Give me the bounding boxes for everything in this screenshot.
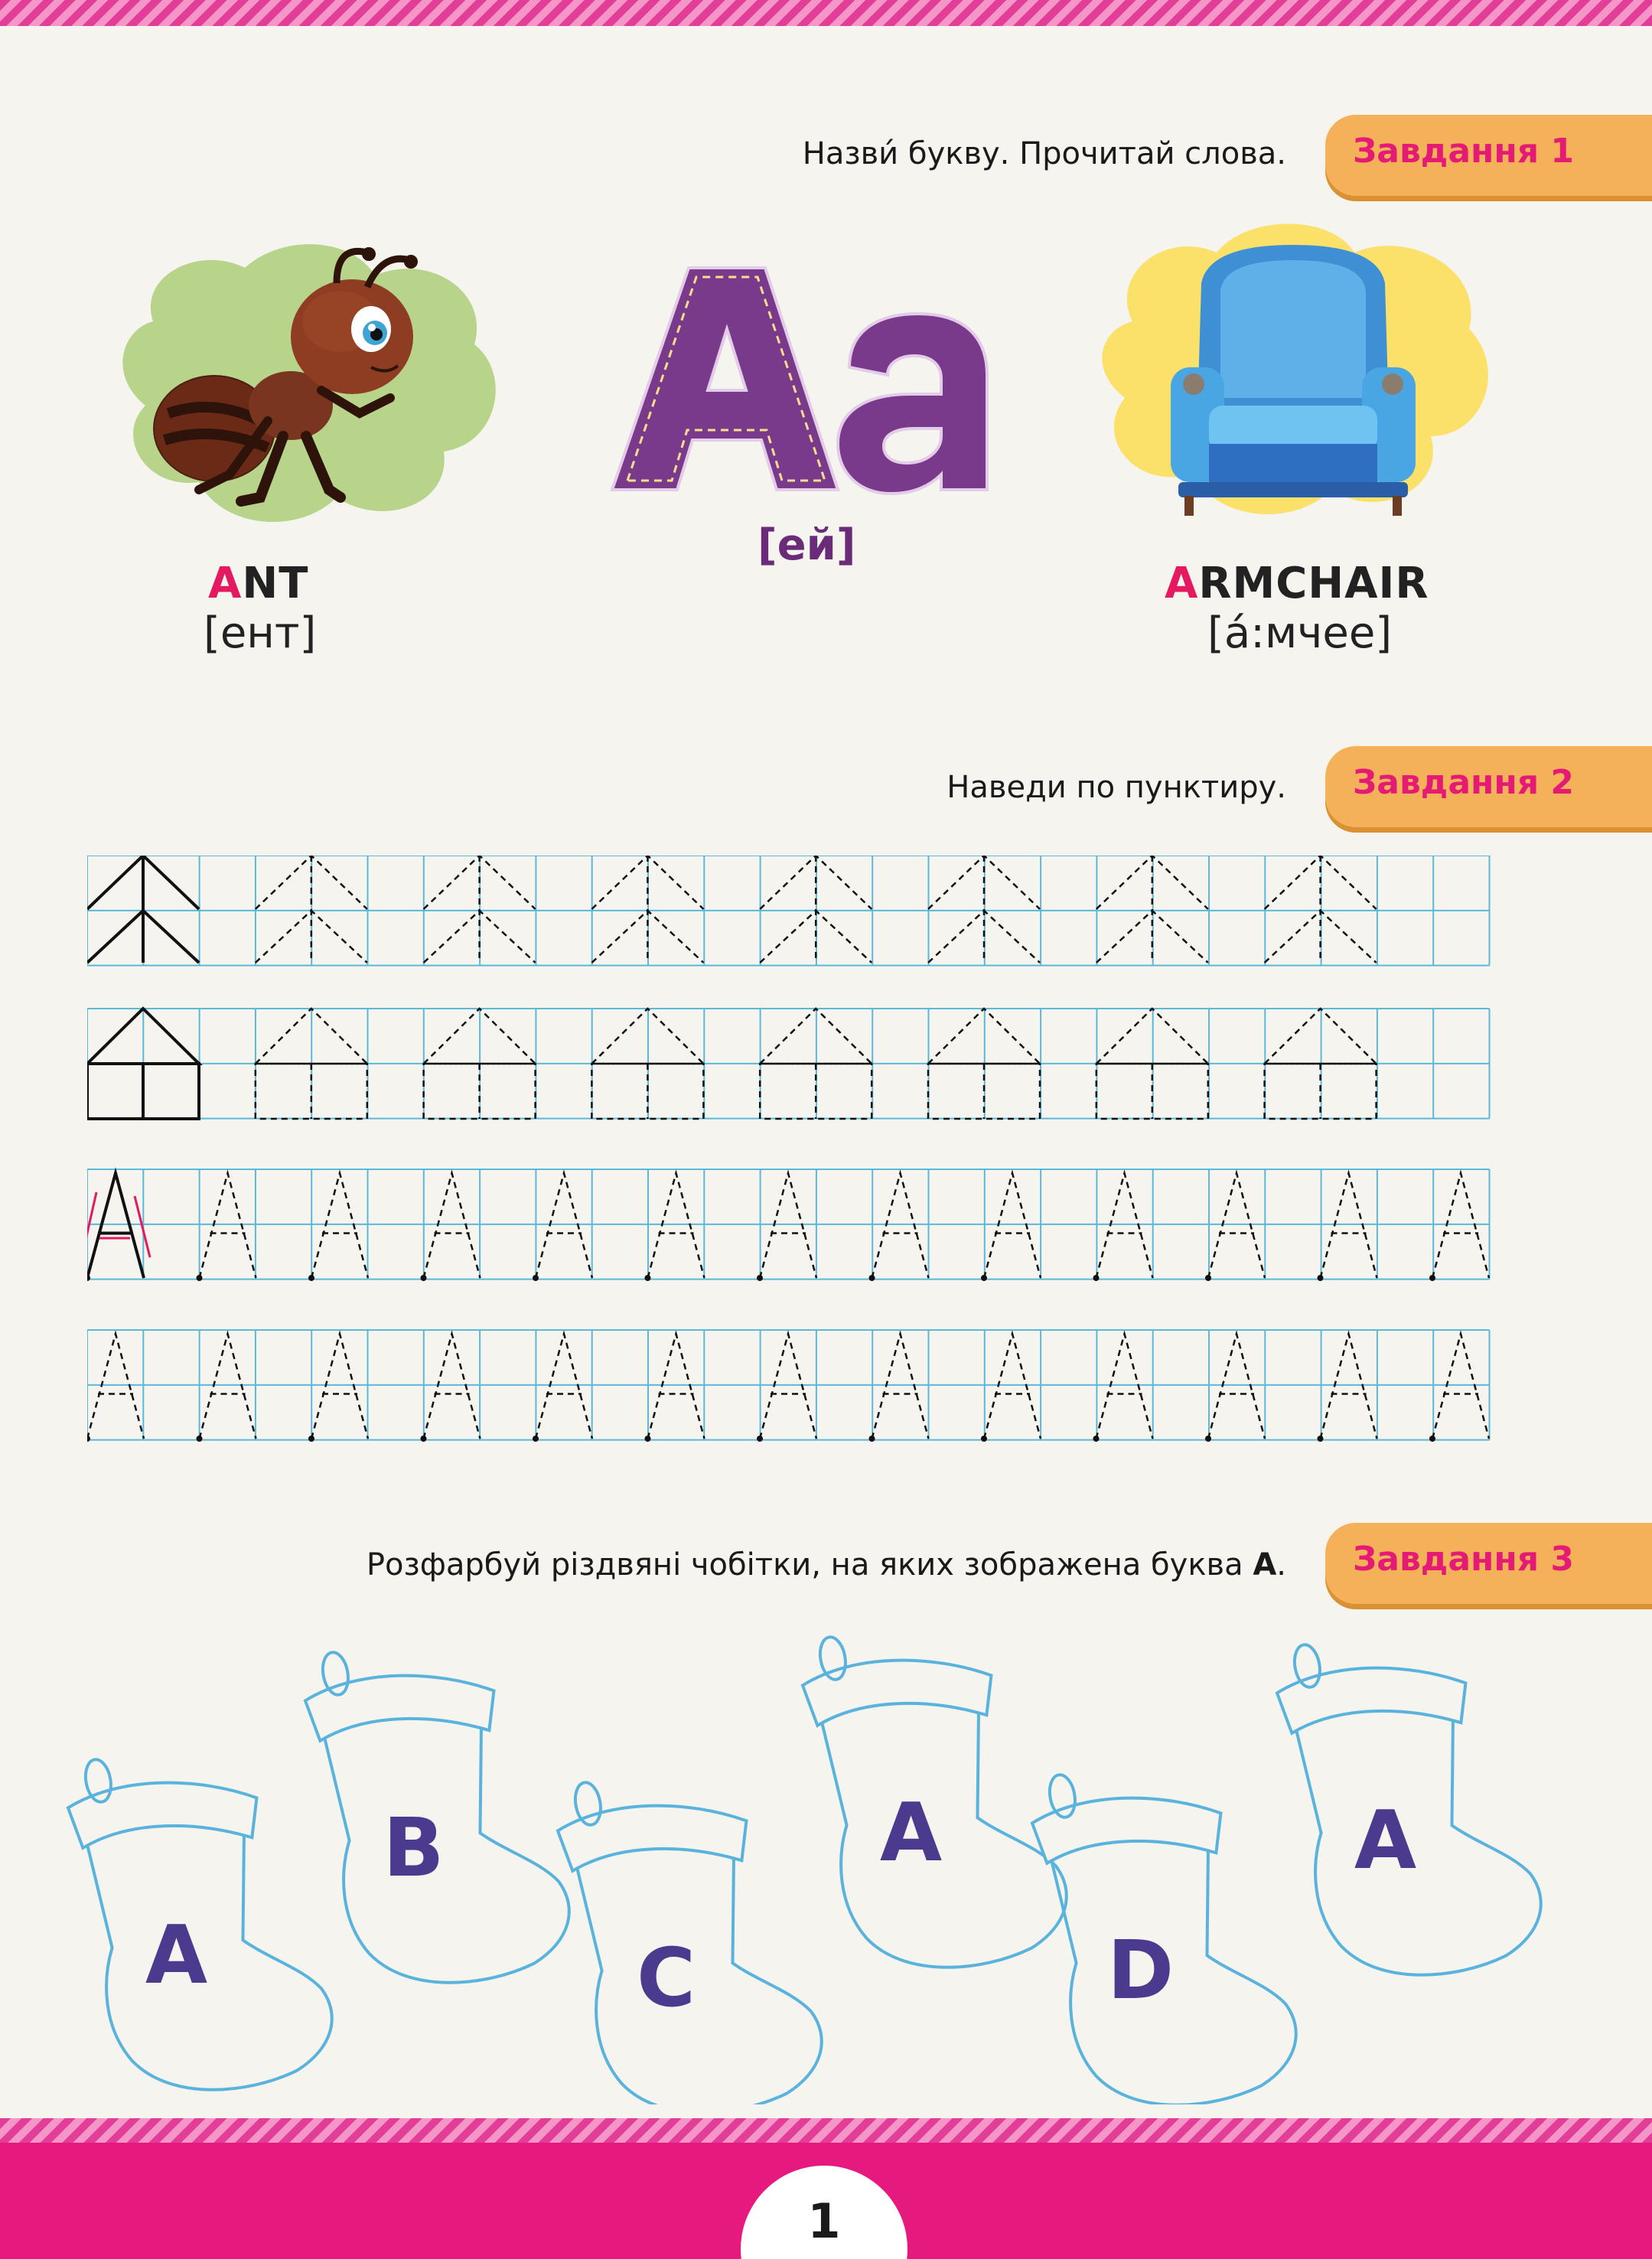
start-dot — [645, 1436, 651, 1442]
task2-tab — [1325, 746, 1652, 827]
letter-a-trace — [536, 1334, 592, 1439]
start-dot — [197, 1436, 203, 1442]
stocking[interactable] — [1025, 1742, 1305, 2104]
armchair-picture — [1087, 214, 1500, 536]
letter-a-trace — [1432, 1334, 1489, 1439]
start-dot — [1093, 1436, 1100, 1442]
letter-a-trace — [1096, 1334, 1153, 1439]
task2-label: Завдання 2 — [1353, 763, 1575, 802]
bottom-stripe-border — [0, 2118, 1652, 2144]
task3-tab — [1325, 1523, 1652, 1604]
stocking-cuff — [1030, 1780, 1227, 1884]
letter-a-trace — [1208, 1334, 1265, 1439]
letter-a-trace — [200, 1173, 256, 1278]
letter-aa-graphic — [604, 260, 1010, 513]
task1-instruction: Назви́ букву. Прочитай слова. — [802, 136, 1286, 171]
uppercase-a-graphic — [612, 268, 838, 490]
letter-a-trace — [200, 1334, 256, 1439]
word-armchair: ARMCHAIR — [1165, 559, 1429, 608]
task1-label: Завдання 1 — [1353, 132, 1575, 171]
start-dot — [1205, 1436, 1211, 1442]
stockings-area — [0, 1630, 1652, 2104]
start-dot — [308, 1275, 314, 1281]
start-dot — [1318, 1436, 1324, 1442]
word-armchair-transcription: [а́:мчее] — [1207, 608, 1393, 658]
start-dot — [981, 1436, 987, 1442]
letter-a-trace — [1432, 1173, 1489, 1278]
letter-a-trace — [87, 1173, 144, 1278]
lowercase-a-graphic — [838, 314, 987, 494]
start-dot — [1318, 1275, 1324, 1281]
letter-a-trace — [311, 1334, 368, 1439]
stocking-cuff — [1275, 1650, 1472, 1754]
letter-a-trace — [648, 1334, 705, 1439]
stocking-letter: A — [1354, 1793, 1417, 1887]
stocking[interactable] — [1269, 1630, 1550, 1994]
start-dot — [533, 1275, 539, 1281]
letter-a-trace — [1321, 1334, 1377, 1439]
start-dot — [87, 1275, 90, 1281]
start-dot — [1429, 1436, 1435, 1442]
start-dot — [757, 1275, 763, 1281]
start-dot — [308, 1436, 314, 1442]
stocking-letter: C — [637, 1931, 696, 2025]
start-dot — [533, 1436, 539, 1442]
task3-label: Завдання 3 — [1353, 1540, 1575, 1579]
armchair-body — [1171, 245, 1416, 516]
tracing-grid — [87, 856, 1492, 1445]
word-ant: ANT — [208, 559, 309, 608]
task3-instruction: Розфарбуй різдвяні чобітки, на яких зображена буква А. — [366, 1547, 1286, 1583]
letter-a-trace — [1096, 1173, 1153, 1278]
task1-tab — [1325, 115, 1652, 196]
letter-a-trace — [984, 1173, 1041, 1278]
stocking[interactable] — [298, 1630, 578, 2002]
ant-picture — [107, 230, 513, 543]
letter-a-trace — [424, 1173, 481, 1278]
letter-a-trace — [872, 1173, 929, 1278]
start-dot — [87, 1436, 90, 1442]
start-dot — [197, 1275, 203, 1281]
stocking-cuff — [66, 1765, 263, 1869]
stocking-letter: D — [1106, 1923, 1175, 2017]
letter-a-trace — [311, 1173, 368, 1278]
page-number: 1 — [807, 2193, 841, 2249]
start-dot — [1429, 1275, 1435, 1281]
stocking-outline — [77, 1791, 341, 2104]
stocking-cuff — [303, 1658, 500, 1762]
stocking[interactable] — [60, 1726, 341, 2104]
stocking-letter: B — [383, 1801, 445, 1895]
letter-a-trace — [87, 1334, 144, 1439]
letter-a-trace — [760, 1173, 816, 1278]
start-dot — [869, 1275, 875, 1281]
letter-a-trace — [984, 1334, 1041, 1439]
start-dot — [757, 1436, 763, 1442]
word-ant-transcription: [ент] — [204, 608, 317, 658]
stocking-outline — [566, 1814, 831, 2104]
start-dot — [1205, 1275, 1211, 1281]
stocking[interactable] — [550, 1749, 831, 2104]
stocking-outline — [314, 1684, 578, 2001]
top-stripe-border — [0, 0, 1652, 26]
stocking-letter: A — [879, 1785, 943, 1879]
start-dot — [421, 1275, 427, 1281]
stocking[interactable] — [795, 1630, 1076, 1987]
start-dot — [645, 1275, 651, 1281]
letter-a-trace — [1321, 1173, 1377, 1278]
letter-a-trace — [1208, 1173, 1265, 1278]
letter-a-trace — [872, 1334, 929, 1439]
start-dot — [1093, 1275, 1100, 1281]
stocking-letter: A — [145, 1908, 208, 2002]
letter-a-trace — [760, 1334, 816, 1439]
stocking-cuff — [556, 1788, 753, 1892]
letter-a-trace — [648, 1173, 705, 1278]
stocking-cuff — [800, 1642, 998, 1746]
start-dot — [869, 1436, 875, 1442]
letter-a-trace — [536, 1173, 592, 1278]
letter-a-trace — [424, 1334, 481, 1439]
stocking-outline — [1285, 1677, 1550, 1993]
letter-pronunciation: [ей] — [758, 520, 856, 570]
task2-instruction: Наведи по пунктиру. — [947, 770, 1286, 805]
start-dot — [981, 1275, 987, 1281]
start-dot — [421, 1436, 427, 1442]
